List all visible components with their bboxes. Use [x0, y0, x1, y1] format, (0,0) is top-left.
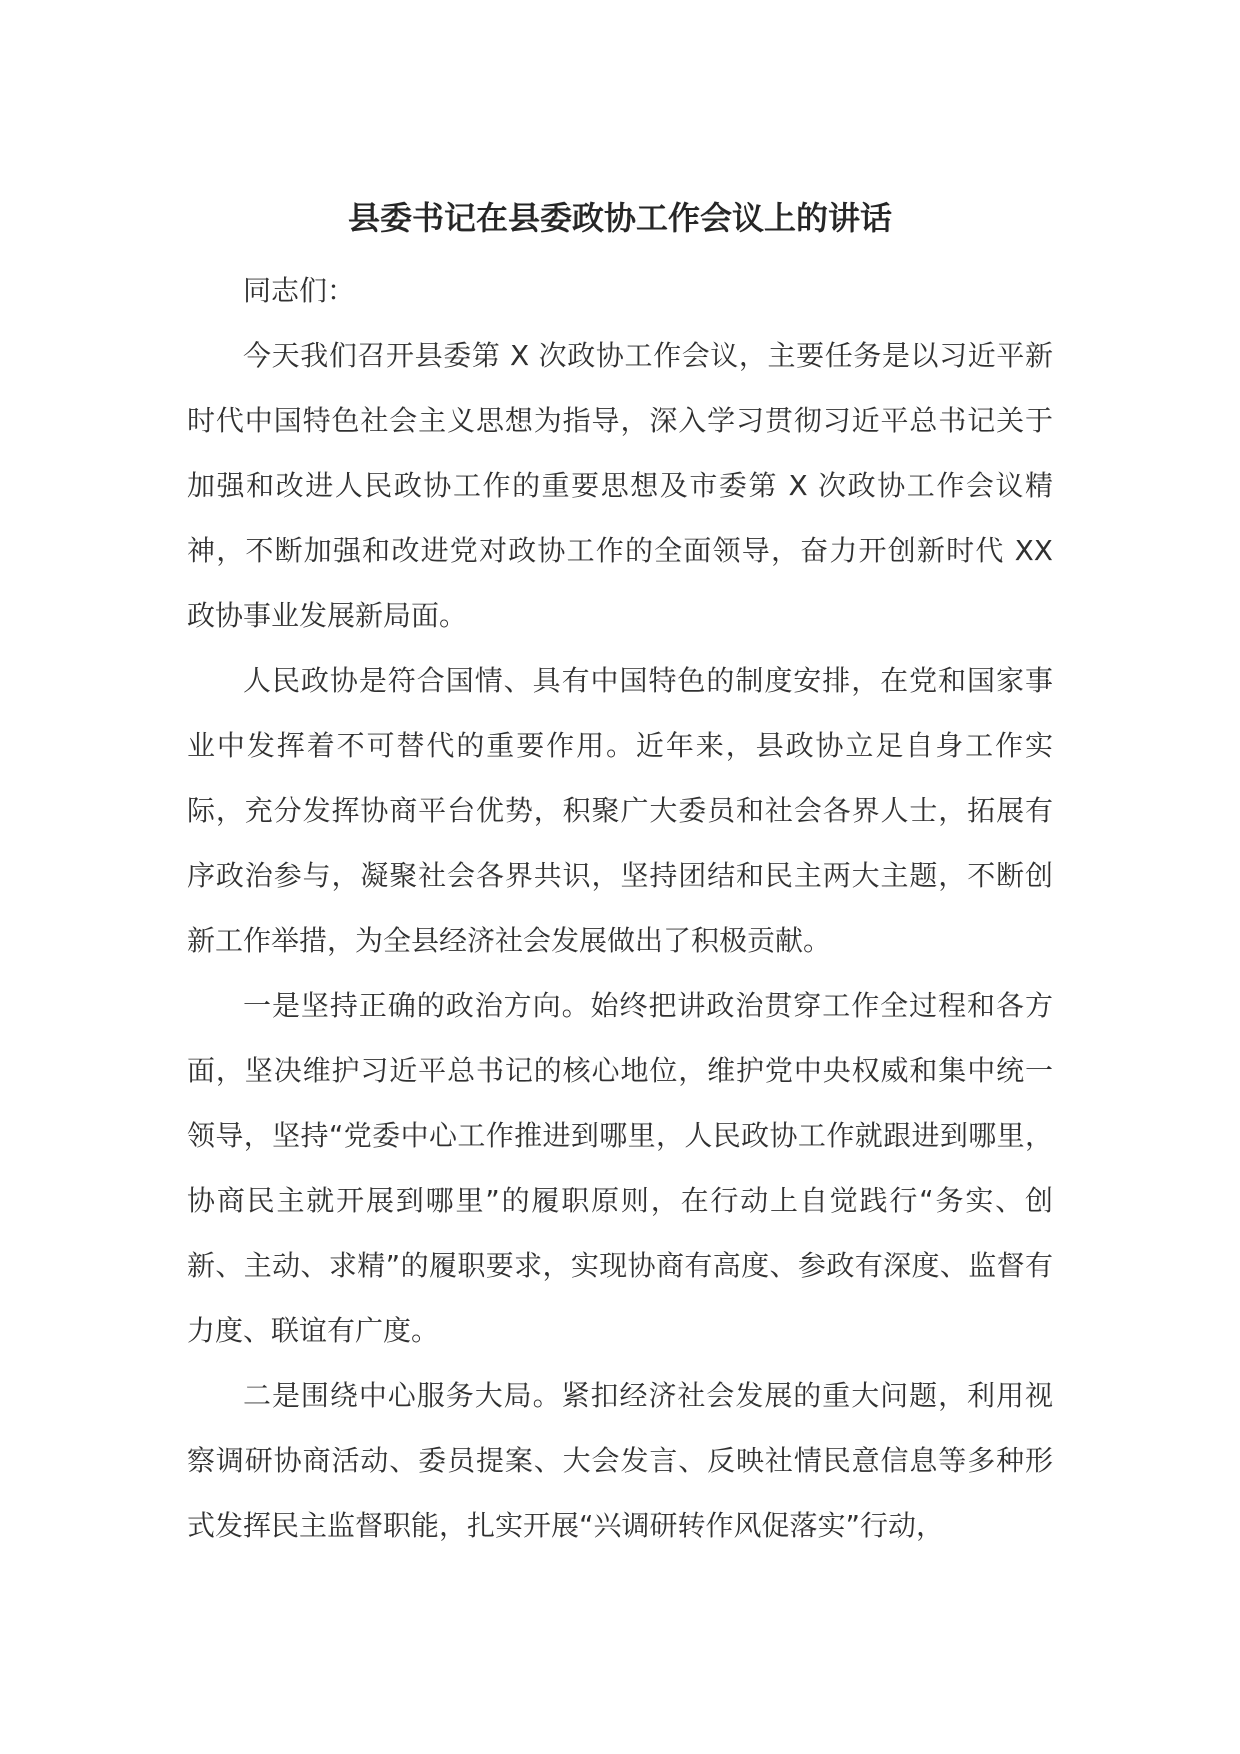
document-body [187, 258, 1053, 1558]
salutation: 同志们： [243, 274, 356, 307]
paragraph-cppcc-role: 人民政协是符合国情、具有中国特色的制度安排，在党和国家事业中发挥着不可替代的重要作用。近年来，县政协立足自身工作实际，充分发挥协商平台优势，积聚广大委员和社会各界人士，拓展有序政治参与，凝聚社会各界共识，坚持团结和民主两大主题，不断创新工作举措，为全县经济社会发展做出了积极贡献。 [187, 664, 1053, 957]
paragraph-serve-overall: 二是围绕中心服务大局。紧扣经济社会发展的重大问题，利用视察调研协商活动、委员提案、大会发言、反映社情民意信息等多种形式发挥民主监督职能，扎实开展“兴调研转作风促落实”行动， [187, 1379, 1053, 1542]
paragraph-political-direction: 一是坚持正确的政治方向。始终把讲政治贯穿工作全过程和各方面，坚决维护习近平总书记的核心地位，维护党中央权威和集中统一领导，坚持“党委中心工作推进到哪里，人民政协工作就跟进到哪里，协商民主就开展到哪里”的履职原则，在行动上自觉践行“务实、创新、主动、求精”的履职要求，实现协商有高度、参政有深度、监督有力度、联谊有广度。 [187, 989, 1053, 1347]
document-title: 县委书记在县委政协工作会议上的讲话 [347, 199, 892, 237]
paragraph-opening: 今天我们召开县委第 X 次政协工作会议，主要任务是以习近平新时代中国特色社会主义思想为指导，深入学习贯彻习近平总书记关于加强和改进人民政协工作的重要思想及市委第 X 次政协工作会议精神，不断加强和改进党对政协工作的全面领导，奋力开创新时代 XX 政协事业发展新局面。 [187, 339, 1053, 632]
